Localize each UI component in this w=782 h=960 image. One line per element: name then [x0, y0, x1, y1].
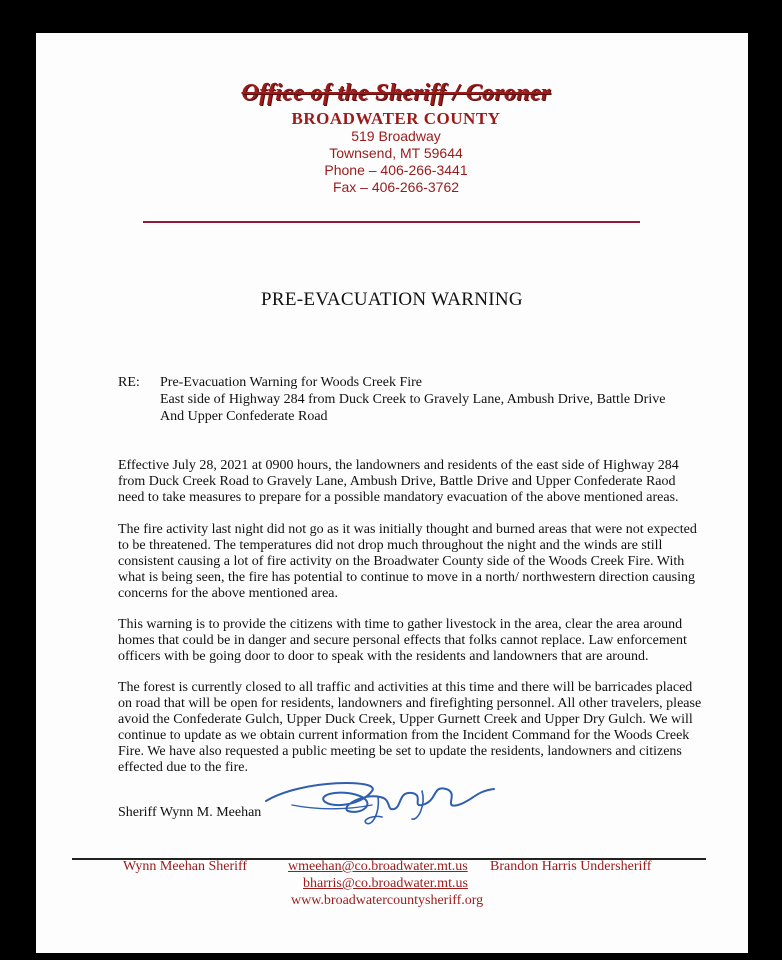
re-line: And Upper Confederate Road — [160, 409, 328, 424]
paragraph-line: officers with be going door to door to speak with the residents and landowners that are around. — [118, 649, 649, 664]
re-line: Pre-Evacuation Warning for Woods Creek Fire — [160, 375, 422, 390]
office-title: Office of the Sheriff / Coroner — [241, 80, 551, 106]
paragraph-line: This warning is to provide the citizens with time to gather livestock in the area, clear the area around — [118, 617, 683, 632]
signature-stroke — [266, 783, 494, 812]
phone-number: Phone – 406-266-3441 — [324, 162, 468, 178]
city-state-zip: Townsend, MT 59644 — [329, 145, 463, 161]
paragraph-line: what is being seen, the fire has potential to continue to move in a north/ northwestern direction causing — [118, 570, 695, 585]
footer-website[interactable]: www.broadwatercountysheriff.org — [291, 893, 484, 908]
paragraph-line: Effective July 28, 2021 at 0900 hours, the landowners and residents of the east side of Highway 284 — [118, 458, 679, 473]
letterhead-divider — [143, 221, 640, 223]
paragraph-line: consistent causing a lot of fire activity on the Broadwater County side of the Woods Creek Fire. With — [118, 554, 685, 569]
footer-sheriff: Wynn Meehan Sheriff — [123, 859, 248, 874]
paragraph-line: concerns for the above mentioned area. — [118, 586, 339, 601]
paragraph-line: The fire activity last night did not go as it was initially thought and burned areas that were not expected — [118, 522, 697, 537]
fax-number: Fax – 406-266-3762 — [332, 179, 460, 195]
re-label: RE: — [118, 375, 140, 390]
re-line: East side of Highway 284 from Duck Creek to Gravely Lane, Ambush Drive, Battle Drive — [160, 392, 666, 407]
signoff-name: Sheriff Wynn M. Meehan — [118, 805, 262, 820]
paragraph-line: The forest is currently closed to all traffic and activities at this time and there will be barricades placed — [118, 680, 693, 695]
paragraph-line: avoid the Confederate Gulch, Upper Duck Creek, Upper Gurnett Creek and Upper Dry Gulch. We will — [118, 712, 693, 727]
body-paragraph-warning-purpose — [118, 617, 718, 665]
paragraph-line: to be threatened. The temperatures did not drop much throughout the night and the winds are still — [118, 538, 663, 553]
paragraph-line: Fire. We have also requested a public meeting be set to update the residents, landowners and citizens — [118, 744, 682, 759]
body-paragraph-effective — [118, 458, 718, 506]
paragraph-line: continue to update as we obtain current information from the Incident Command for the Woods Creek — [118, 728, 690, 743]
paragraph-line: on road that will be open for residents, landowners and firefighting personnel. All other travelers, please — [118, 696, 702, 711]
county-name: BROADWATER COUNTY — [291, 109, 501, 128]
footer-email-undersheriff[interactable] — [303, 876, 468, 892]
document-title: PRE-EVACUATION WARNING — [261, 289, 523, 310]
handwritten-signature — [262, 775, 512, 835]
paragraph-line: from Duck Creek Road to Gravely Lane, Ambush Drive, Battle Drive and Upper Confederate Raod — [118, 474, 676, 489]
footer-undersheriff: Brandon Harris Undersheriff — [490, 859, 652, 874]
paragraph-line: need to take measures to prepare for a possible mandatory evacuation of the above mentioned areas. — [118, 490, 679, 505]
paragraph-line: homes that could be in danger and secure personal effects that folks cannot replace. Law enforcement — [118, 633, 687, 648]
email-link[interactable]: bharris@co.broadwater.mt.us — [303, 876, 468, 891]
paragraph-line: effected due to the fire. — [118, 760, 248, 775]
letter-page — [36, 33, 748, 953]
body-paragraph-fire-activity — [118, 522, 718, 602]
street-address: 519 Broadway — [351, 128, 441, 144]
email-link[interactable]: wmeehan@co.broadwater.mt.us — [288, 859, 468, 874]
body-paragraph-forest-closure — [118, 680, 718, 776]
footer-email-sheriff[interactable] — [288, 859, 468, 875]
